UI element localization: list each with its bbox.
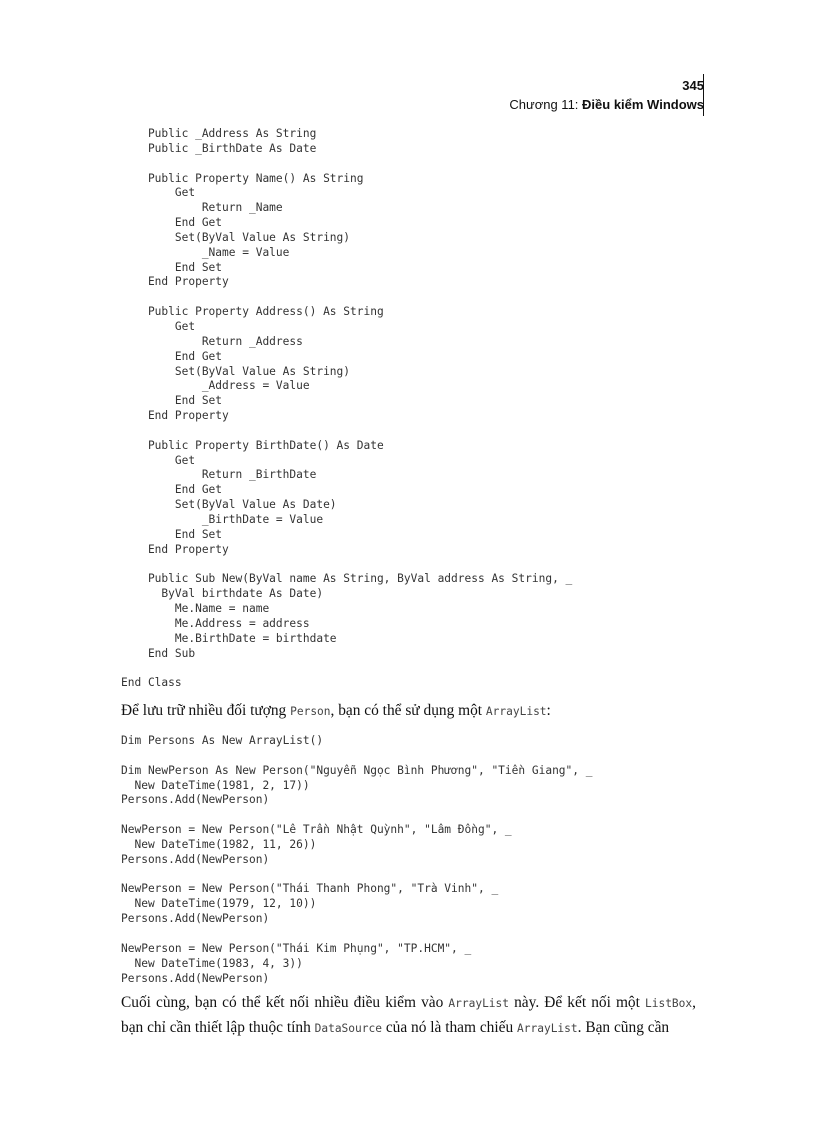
text-segment: Để lưu trữ nhiều đối tượng — [121, 702, 291, 719]
page-number: 345 — [682, 78, 704, 93]
code-block-arraylist: Dim Persons As New ArrayList() Dim NewPerson As New Person("Nguyễn Ngọc Bình Phương", "Tiền Giang", _ New DateTime(1981, 2, 17)) Persons.Add(NewPerson) NewPerson = New Person("Lê Trần Nhật Quỳnh", "Lâm Đồng", _ New DateTime(1982, 11, 26)) Persons.Add(NewPerson) NewPerson = New Person("Thái Thanh Phong", "Trà Vinh", _ New DateTime(1979, 12, 10)) Persons.Add(NewPerson) NewPerson = New Person("Thái Kim Phụng", "TP.HCM", _ New DateTime(1983, 4, 3)) Persons.Add(NewPerson) — [121, 734, 593, 985]
chapter-prefix: Chương 11: — [509, 97, 583, 112]
inline-code: ArrayList — [448, 997, 510, 1010]
text-segment: . Bạn cũng cần — [577, 1019, 670, 1036]
inline-code: DataSource — [314, 1022, 382, 1035]
text-segment: : — [546, 702, 551, 719]
chapter-title: Điều kiểm Windows — [582, 97, 704, 112]
chapter-heading — [509, 96, 704, 114]
text-segment: , bạn chỉ cần thiết lập thuộc tính — [121, 994, 696, 1036]
page-header — [509, 78, 704, 114]
text-segment: này. Để kết nối một — [509, 994, 645, 1011]
inline-code: ArrayList — [517, 1022, 578, 1035]
inline-code: Person — [290, 705, 331, 718]
text-segment: , bạn có thể sử dụng một — [330, 702, 486, 719]
inline-code: ArrayList — [485, 705, 547, 718]
code-block-person-class: Public _Address As String Public _BirthDate As Date Public Property Name() As String Get Return _Name End Get Set(ByVal Value As String) _Name = Value End Set End Property Public Property Address() As String Get Return _Address End Get Set(ByVal Value As String) _Address = Value End Set End Property Public Property BirthDate() As Date Get Return _BirthDate End Get Set(ByVal Value As Date) _BirthDate = Value End Set End Property Public Sub New(ByVal name As String, ByVal address As String, _ ByVal birthdate As Date) Me.Name = name Me.Address = address Me.BirthDate = birthdate End Sub End Class — [121, 127, 573, 690]
inline-code: ListBox — [644, 997, 693, 1010]
text-segment: Cuối cùng, bạn có thể kết nối nhiều điều kiểm vào — [121, 994, 449, 1011]
text-segment: của nó là tham chiếu — [381, 1019, 518, 1036]
paragraph-arraylist-intro — [121, 699, 696, 724]
paragraph-binding — [121, 991, 696, 1041]
